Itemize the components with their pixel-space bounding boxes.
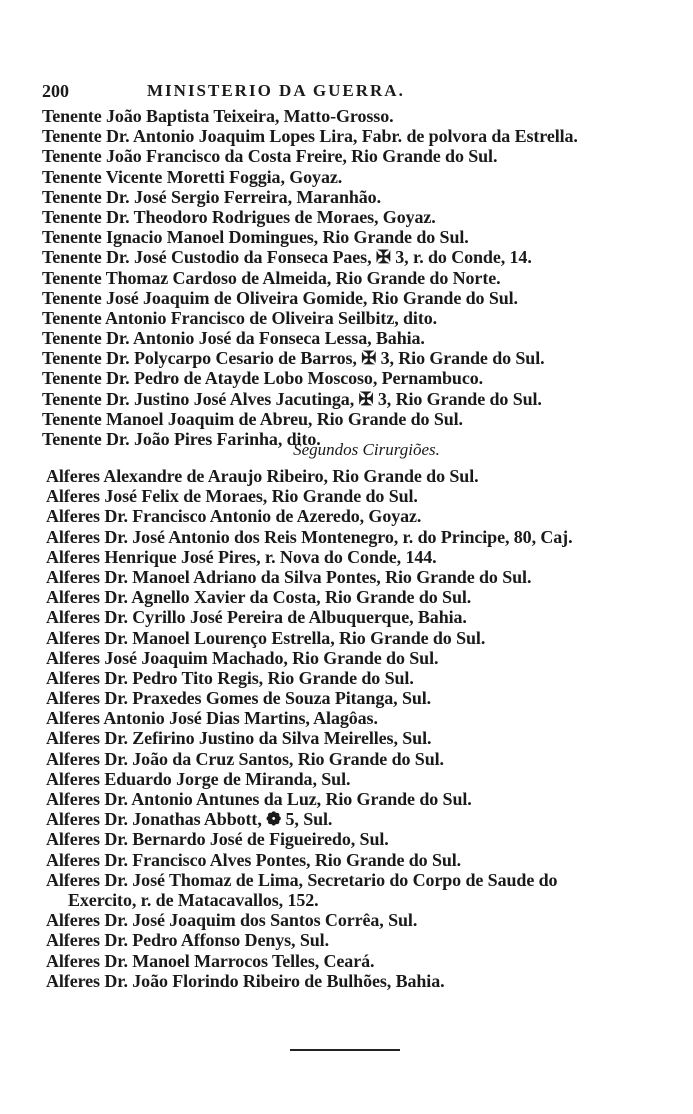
list-entry: Alferes Dr. Pedro Tito Regis, Rio Grande do Sul. (46, 667, 414, 688)
list-entry: Tenente Dr. Antonio José da Fonseca Lessa, Bahia. (42, 328, 425, 349)
page-header (42, 80, 682, 102)
list-entry: Tenente Thomaz Cardoso de Almeida, Rio Grande do Norte. (42, 267, 501, 288)
list-entry: Alferes Dr. José Antonio dos Reis Montenegro, r. do Principe, 80, Caj. (46, 526, 573, 547)
end-rule (290, 1049, 400, 1051)
list-entry: Tenente José Joaquim de Oliveira Gomide, Rio Grande do Sul. (42, 287, 518, 308)
list-entry: Alferes Dr. Francisco Alves Pontes, Rio Grande do Sul. (46, 849, 462, 870)
list-entry: Alferes Dr. Jonathas Abbott, ❁ 5, Sul. (46, 809, 333, 830)
list-entry: Tenente Dr. Theodoro Rodrigues de Moraes, Goyaz. (42, 206, 436, 227)
section-heading: Segundos Cirurgiões. (293, 440, 440, 459)
list-entry: Alferes Henrique José Pires, r. Nova do Conde, 144. (46, 546, 437, 567)
list-entry: Alferes Dr. João Florindo Ribeiro de Bulhões, Bahia. (46, 970, 445, 991)
alferes-list (46, 466, 691, 991)
list-entry: Exercito, r. de Matacavallos, 152. (68, 889, 319, 910)
list-entry: Tenente Dr. Pedro de Atayde Lobo Moscoso, Pernambuco. (42, 368, 484, 389)
list-entry: Tenente João Francisco da Costa Freire, Rio Grande do Sul. (42, 146, 498, 167)
page-title: MINISTERIO DA GUERRA. (147, 81, 405, 100)
list-entry: Tenente Dr. João Pires Farinha, dito. (42, 429, 321, 449)
list-entry: Alferes Dr. Manoel Adriano da Silva Pontes, Rio Grande do Sul. (46, 566, 532, 587)
list-entry: Alferes Dr. Francisco Antonio de Azeredo, Goyaz. (46, 506, 422, 527)
list-entry: Alferes Dr. Cyrillo José Pereira de Albuquerque, Bahia. (46, 607, 467, 628)
list-entry: Alferes Dr. Zefirino Justino da Silva Meirelles, Sul. (46, 728, 432, 749)
list-entry: Alferes Dr. João da Cruz Santos, Rio Grande do Sul. (46, 748, 444, 769)
list-entry: Alferes Dr. Pedro Affonso Denys, Sul. (46, 930, 329, 951)
list-entry: Alferes José Felix de Moraes, Rio Grande do Sul. (46, 486, 418, 507)
list-entry: Alferes Eduardo Jorge de Miranda, Sul. (46, 768, 351, 789)
list-entry: Alferes Dr. José Joaquim dos Santos Corrêa, Sul. (46, 910, 418, 931)
list-entry: Tenente Antonio Francisco de Oliveira Seilbitz, dito. (42, 307, 438, 328)
tenentes-list (42, 106, 687, 449)
list-entry: Tenente Manoel Joaquim de Abreu, Rio Grande do Sul. (42, 408, 463, 429)
list-entry: Tenente João Baptista Teixeira, Matto-Grosso. (42, 106, 394, 126)
list-entry: Alferes Dr. Bernardo José de Figueiredo, Sul. (46, 829, 389, 850)
list-entry: Alferes Dr. Praxedes Gomes de Souza Pitanga, Sul. (46, 688, 432, 709)
list-entry: Alferes Dr. Agnello Xavier da Costa, Rio Grande do Sul. (46, 587, 472, 608)
list-entry: Alferes Dr. Antonio Antunes da Luz, Rio Grande do Sul. (46, 789, 472, 809)
page-number: 200 (42, 81, 69, 101)
list-entry: Alferes Dr. Manoel Marrocos Telles, Ceará. (46, 950, 375, 971)
list-entry: Alferes Alexandre de Araujo Ribeiro, Rio Grande do Sul. (46, 466, 479, 486)
list-entry: Alferes José Joaquim Machado, Rio Grande do Sul. (46, 647, 439, 668)
list-entry: Tenente Dr. Polycarpo Cesario de Barros, ✠ 3, Rio Grande do Sul. (42, 348, 545, 369)
list-entry: Tenente Ignacio Manoel Domingues, Rio Grande do Sul. (42, 227, 469, 248)
list-entry: Alferes Antonio José Dias Martins, Alagôas. (46, 708, 378, 729)
list-entry: Tenente Dr. Justino José Alves Jacutinga, ✠ 3, Rio Grande do Sul. (42, 388, 542, 409)
list-entry: Tenente Vicente Moretti Foggia, Goyaz. (42, 166, 343, 187)
list-entry: Alferes Dr. Manoel Lourenço Estrella, Rio Grande do Sul. (46, 627, 486, 648)
list-entry: Tenente Dr. José Custodio da Fonseca Paes, ✠ 3, r. do Conde, 14. (42, 247, 532, 268)
list-entry: Tenente Dr. José Sergio Ferreira, Maranhão. (42, 186, 381, 207)
list-entry: Alferes Dr. José Thomaz de Lima, Secretario do Corpo de Saude do (46, 869, 558, 890)
list-entry: Tenente Dr. Antonio Joaquim Lopes Lira, Fabr. de polvora da Estrella. (42, 126, 578, 147)
